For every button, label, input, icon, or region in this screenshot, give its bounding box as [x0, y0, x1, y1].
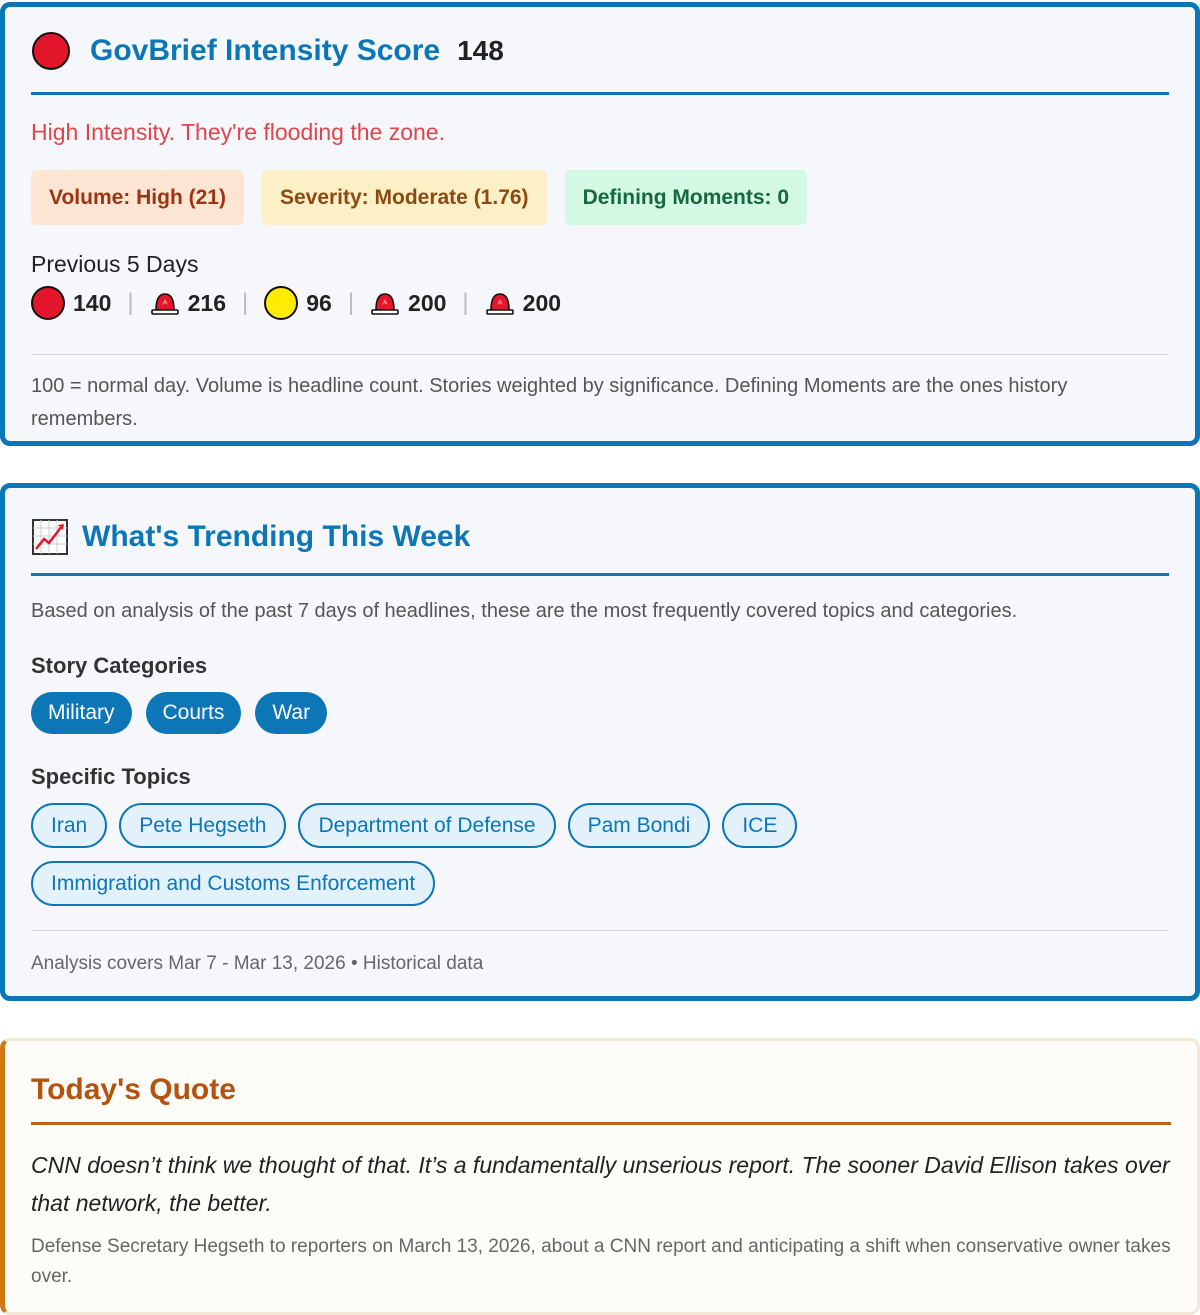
category-tag[interactable]: War: [255, 692, 327, 734]
divider: [31, 354, 1169, 355]
intensity-pills: [31, 170, 1169, 225]
previous-day-score: 96: [306, 289, 332, 316]
quote-attribution: Defense Secretary Hegseth to reporters on March 13, 2026, about a CNN report and anticipating a shift when conservative owner takes over.: [31, 1236, 1171, 1287]
trending-intro: Based on analysis of the past 7 days of headlines, these are the most frequently covered topics and categories.: [31, 600, 1018, 622]
siren-icon: [485, 290, 515, 316]
previous-day-score: 200: [522, 289, 562, 316]
intensity-card: [0, 2, 1200, 446]
separator: |: [347, 289, 355, 316]
topic-tag[interactable]: Iran: [31, 803, 107, 848]
previous-day-score: 216: [187, 289, 226, 316]
trending-header: [31, 488, 1169, 576]
previous-day-score: 140: [73, 289, 112, 316]
topic-tag[interactable]: ICE: [722, 803, 797, 848]
topic-tag[interactable]: Immigration and Customs Enforcement: [31, 861, 435, 906]
intensity-message: High Intensity. They're flooding the zone.: [31, 119, 445, 145]
intensity-header: [31, 7, 1169, 95]
trending-title: What's Trending This Week: [82, 519, 471, 553]
trending-footer: Analysis covers Mar 7 - Mar 13, 2026 • Historical data: [31, 953, 484, 974]
trending-card: [0, 483, 1200, 1001]
quote-card: [0, 1038, 1200, 1315]
quote-header: [31, 1041, 1171, 1125]
siren-icon: [370, 290, 400, 316]
categories-heading: Story Categories: [31, 653, 208, 678]
separator: |: [462, 289, 469, 316]
previous-day-item: [150, 290, 226, 317]
yellow-circle-icon: [264, 286, 298, 320]
topic-tags: [31, 803, 1169, 906]
severity-badge: Severity: Moderate (1.76): [262, 170, 547, 225]
previous-day-item: [31, 286, 111, 320]
chart-increasing-icon: [32, 519, 68, 555]
quote-title: Today's Quote: [31, 1072, 236, 1106]
topics-heading: Specific Topics: [31, 764, 191, 789]
intensity-note: 100 = normal day. Volume is headline count. Stories weighted by significance. Defining Moments are the ones history remembers.: [31, 375, 1068, 430]
previous-day-item: [370, 290, 446, 317]
previous-day-item: [485, 290, 561, 317]
category-tags: [31, 692, 1169, 734]
previous-days-label: Previous 5 Days: [31, 251, 199, 277]
previous-day-score: 200: [408, 289, 447, 316]
defining-moments-badge: Defining Moments: 0: [565, 170, 808, 225]
divider: [31, 930, 1169, 931]
separator: |: [241, 289, 249, 316]
siren-icon: [150, 290, 180, 316]
intensity-score: 148: [457, 35, 504, 66]
previous-day-item: [264, 286, 332, 320]
red-circle-icon: [32, 32, 70, 70]
topic-tag[interactable]: Department of Defense: [298, 803, 555, 848]
category-tag[interactable]: Military: [31, 692, 132, 734]
previous-days-row: [31, 286, 1169, 320]
category-tag[interactable]: Courts: [146, 692, 242, 734]
intensity-title: GovBrief Intensity Score: [90, 34, 441, 67]
topic-tag[interactable]: Pam Bondi: [568, 803, 711, 848]
quote-text: CNN doesn’t think we thought of that. It’s a fundamentally unserious report. The sooner David Ellison takes over that network, the better.: [31, 1152, 1170, 1216]
red-circle-icon: [31, 286, 65, 320]
volume-badge: Volume: High (21): [31, 170, 244, 225]
topic-tag[interactable]: Pete Hegseth: [119, 803, 286, 848]
separator: |: [127, 289, 134, 316]
